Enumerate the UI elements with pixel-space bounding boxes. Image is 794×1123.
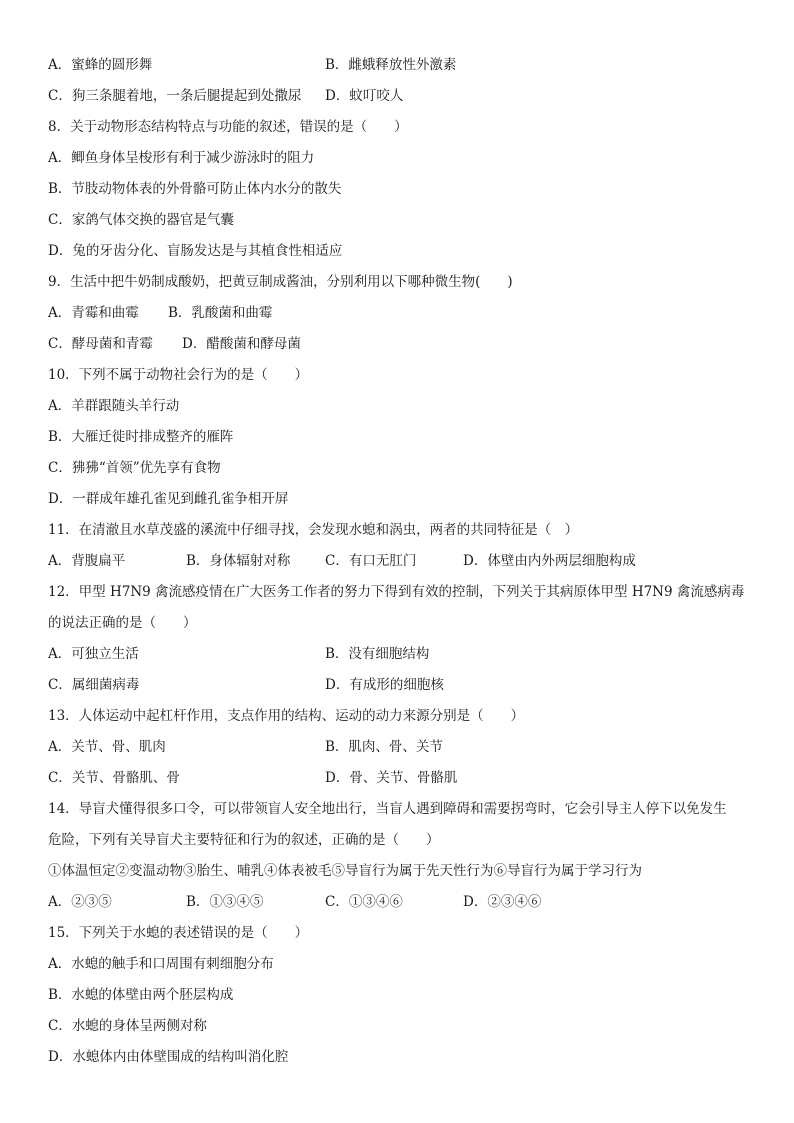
answer-option: B．雌蛾释放性外激素 <box>325 57 457 73</box>
text-line: 12．甲型 H7N9 禽流感疫情在广大医务工作者的努力下得到有效的控制，下列关于其病原体甲型 H7N9 禽流感病毒 <box>48 584 745 600</box>
text-line: 15．下列关于水螅的表述错误的是（ ） <box>48 925 309 941</box>
answer-option: A．青霉和曲霉 <box>48 305 139 321</box>
answer-option: C．有口无肛门 <box>325 553 417 569</box>
text-line: 11．在清澈且水草茂盛的溪流中仔细寻找，会发现水螅和涡虫，两者的共同特征是（ ） <box>48 522 579 538</box>
answer-option: B．乳酸菌和曲霉 <box>168 305 273 321</box>
answer-option: D．骨、关节、骨骼肌 <box>325 770 458 786</box>
answer-option: A．关节、骨、肌肉 <box>48 739 166 755</box>
answer-option: B．身体辐射对称 <box>186 553 291 569</box>
text-line: C．家鸽气体交换的器官是气囊 <box>48 212 234 228</box>
text-line: 13．人体运动中起杠杆作用，支点作用的结构、运动的动力来源分别是（ ） <box>48 708 525 724</box>
answer-option: D．体壁由内外两层细胞构成 <box>463 553 636 569</box>
answer-option: B．①③④⑤ <box>186 894 264 910</box>
text-line: B．水螅的体壁由两个胚层构成 <box>48 987 234 1003</box>
text-line: ①体温恒定②变温动物③胎生、哺乳④体表被毛⑤导盲行为属于先天性行为⑥导盲行为属于学习行为 <box>48 863 642 879</box>
answer-option: C．狗三条腿着地，一条后腿提起到处撒尿 <box>48 88 302 104</box>
text-line: 8．关于动物形态结构特点与功能的叙述，错误的是（ ） <box>48 119 408 135</box>
answer-option: B．肌肉、骨、关节 <box>325 739 443 755</box>
answer-option: C．属细菌病毒 <box>48 677 140 693</box>
answer-option: C．酵母菌和青霉 <box>48 336 153 352</box>
answer-option: A．②③⑤ <box>48 894 112 910</box>
text-line: 14．导盲犬懂得很多口令，可以带领盲人安全地出行，当盲人遇到障碍和需要拐弯时，它会引导主人停下以免发生 <box>48 801 727 817</box>
text-line: B．节肢动物体表的外骨骼可防止体内水分的散失 <box>48 181 342 197</box>
text-line: C．水螅的身体呈两侧对称 <box>48 1018 207 1034</box>
answer-option: D．有成形的细胞核 <box>325 677 444 693</box>
text-line: A．羊群跟随头羊行动 <box>48 398 180 414</box>
answer-option: B．没有细胞结构 <box>325 646 430 662</box>
text-line: B．大雁迁徙时排成整齐的雁阵 <box>48 429 234 445</box>
text-line: C．狒狒“首领”优先享有食物 <box>48 460 221 476</box>
answer-option: D．醋酸菌和酵母菌 <box>182 336 301 352</box>
answer-option: D．②③④⑥ <box>463 894 542 910</box>
answer-option: C．①③④⑥ <box>325 894 403 910</box>
text-line: A．水螅的触手和口周围有刺细胞分布 <box>48 956 274 972</box>
text-line: 的说法正确的是（ ） <box>48 615 197 631</box>
answer-option: A．蜜蜂的圆形舞 <box>48 57 153 73</box>
answer-option: A．可独立生活 <box>48 646 139 662</box>
text-line: 危险，下列有关导盲犬主要特征和行为的叙述，正确的是（ ） <box>48 832 440 848</box>
text-line: D．一群成年雄孔雀见到雌孔雀争相开屏 <box>48 491 289 507</box>
text-line: 9．生活中把牛奶制成酸奶，把黄豆制成酱油，分别利用以下哪种微生物( ) <box>48 274 513 290</box>
text-line: 10．下列不属于动物社会行为的是（ ） <box>48 367 309 383</box>
text-line: D．水螅体内由体壁围成的结构叫消化腔 <box>48 1049 289 1065</box>
text-line: A．鲫鱼身体呈梭形有利于减少游泳时的阻力 <box>48 150 315 166</box>
answer-option: C．关节、骨骼肌、骨 <box>48 770 180 786</box>
answer-option: A．背腹扁平 <box>48 553 126 569</box>
text-line: D．兔的牙齿分化、盲肠发达是与其植食性相适应 <box>48 243 343 259</box>
answer-option: D．蚊叮咬人 <box>325 88 404 104</box>
